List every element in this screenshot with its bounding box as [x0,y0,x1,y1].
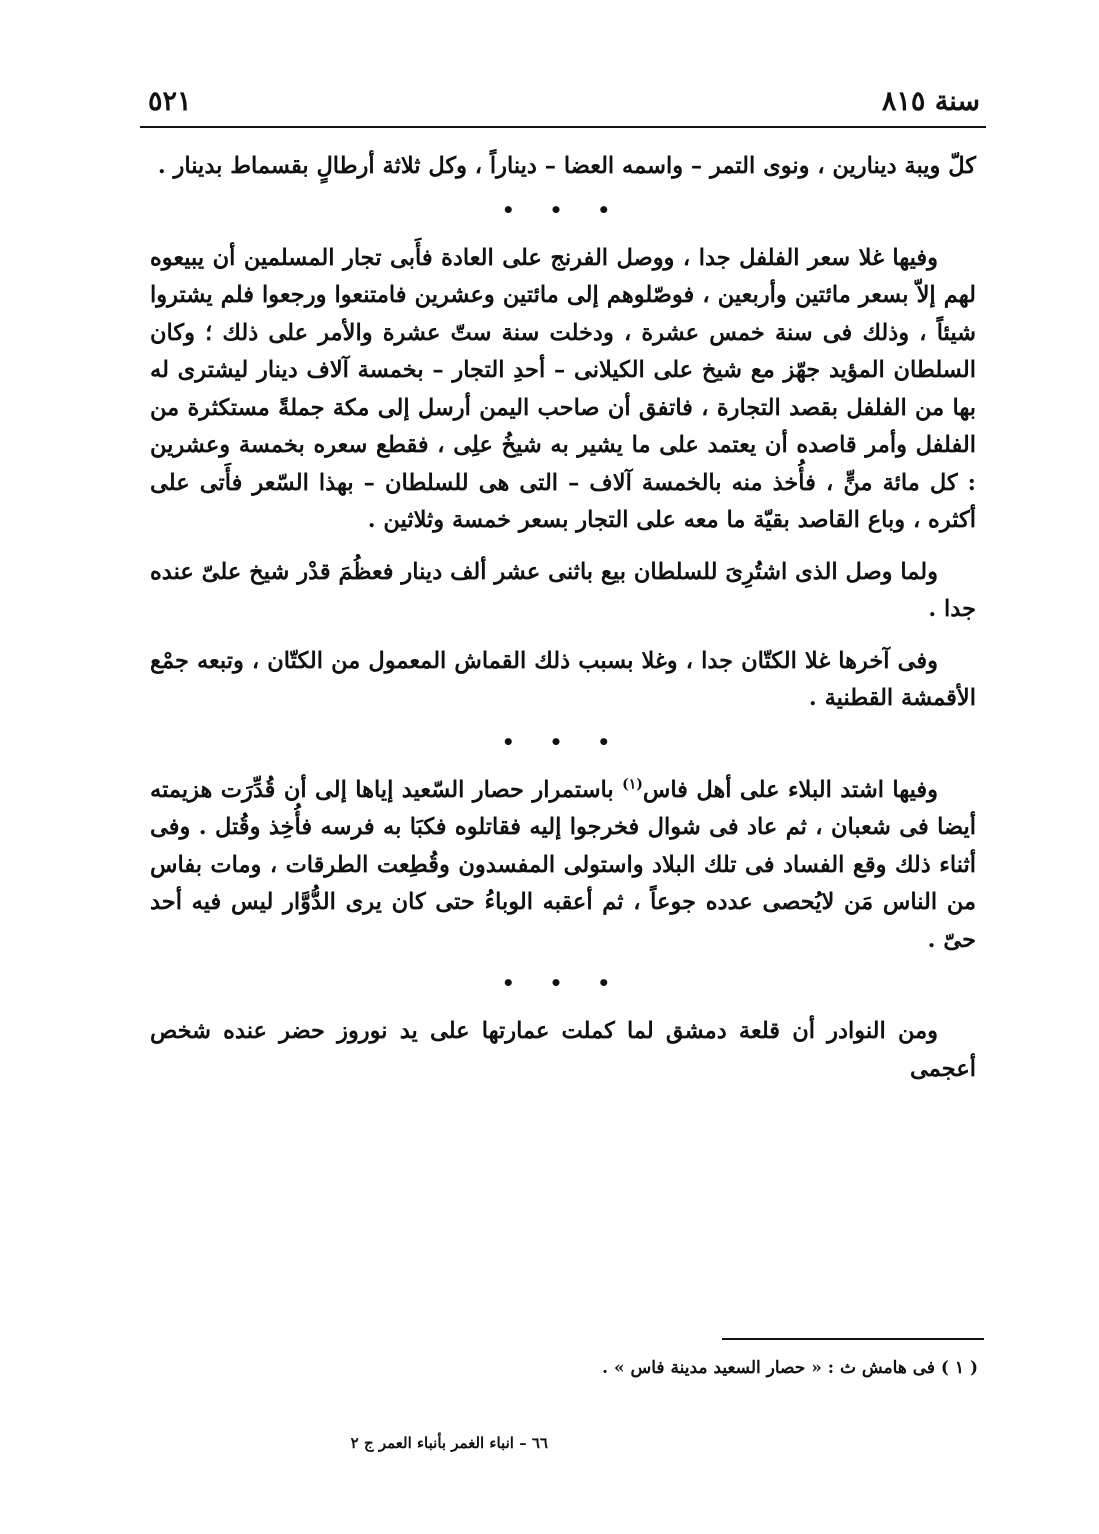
page-number: ٥٢١ [148,86,192,117]
paragraph-4: وفى آخرها غلا الكتّان جدا ، وغلا بسبب ذلك القماش المعمول من الكتّان ، وتبعه جمْع الأقمشة القطنية . [150,647,976,711]
paragraph-5 [150,772,976,960]
page-header [140,82,984,126]
running-head-year: سنة ٨١٥ [881,86,980,117]
footnote-rule [722,1338,984,1340]
paragraph-1: كلّ ويبة دينارين ، ونوى التمر – واسمه العضا – ديناراً ، وكل ثلاثة أرطالٍ بقسماط بدينار . [157,153,976,179]
paragraph-2: وفيها غلا سعر الفلفل جدا ، ووصل الفرنج على العادة فأَبى تجار المسلمين أن يبيعوه لهم إلاّ بسعر مائتين وأربعين ، فوصّلوهم إلى مائتين وعشرين فامتنعوا ورجعوا فلم يشتروا شيئاً ، وذلك فى سنة خمس عشرة ، ودخلت سنة ستّ عشرة والأمر على ذلك ؛ وكان السلطان المؤيد جهّز مع شيخ على الكيلانى – أحدِ التجار – بخمسة آلاف دينار ليشترى له بها من الفلفل بقصد التجارة ، فاتفق أن صاحب اليمن أرسل إلى مكة جملةً مستكثرة من الفلفل وأمر قاصده أن يعتمد على ما يشير به شيخُ علِى ، فقطع سعره بخمسة وعشرين : كل مائة منٍّ ، فأُخذ منه بالخمسة آلاف – التى هى للسلطان – بهذا السّعر فأَتى على أكثره ، وباع القاصد بقيّة ما معه على التجار بسعر خمسة وثلاثين . [150,244,976,533]
paragraph-gap [150,629,976,643]
paragraph-3: ولما وصل الذى اشتُرِىَ للسلطان بيع باثنى عشر ألف دينار فعظُمَ قدْر شيخ علىّ عنده جدا . [150,558,976,622]
section-separator-1: • • • [501,197,625,222]
header-rule [140,126,986,128]
paragraph-5-rest: باستمرار حصار السّعيد إياها إلى أن قُدِّرَت هزيمته أيضا فى شعبان ، ثم عاد فى شوال فخرجوا إليه فقاتلوه فكبَا به فرسه فأُخِذ وقُتل . وفى أثناء ذلك وقع الفساد فى تلك البلاد واستولى المفسدون وقُطِعت الطرقات ، ومات بفاس من الناس مَن لايُحصى عدده جوعاً ، ثم أعقبه الوباءُ حتى كان يرى الدُّوَّار ليس فيه أحد حىّ . [150,776,976,953]
section-separator-3: • • • [501,971,625,995]
main-text [150,148,976,1088]
page-footer-signature: ٦٦ – انباء الغمر بأنباء العمر ج ٢ [350,1434,548,1452]
footnote: ( ١ ) فى هامش ث : « حصار السعيد مدينة فاس » . [602,1358,978,1378]
paragraph-5-start: وفيها اشتد البلاء على أهل فاس [642,776,938,803]
section-separator-2: • • • [501,729,625,754]
paragraph-6: ومن النوادر أن قلعة دمشق لما كملت عمارتها على يد نوروز حضر عنده شخص أعجمى [150,1018,976,1082]
footnote-reference: (١) [622,776,643,792]
paragraph-gap [150,540,976,554]
